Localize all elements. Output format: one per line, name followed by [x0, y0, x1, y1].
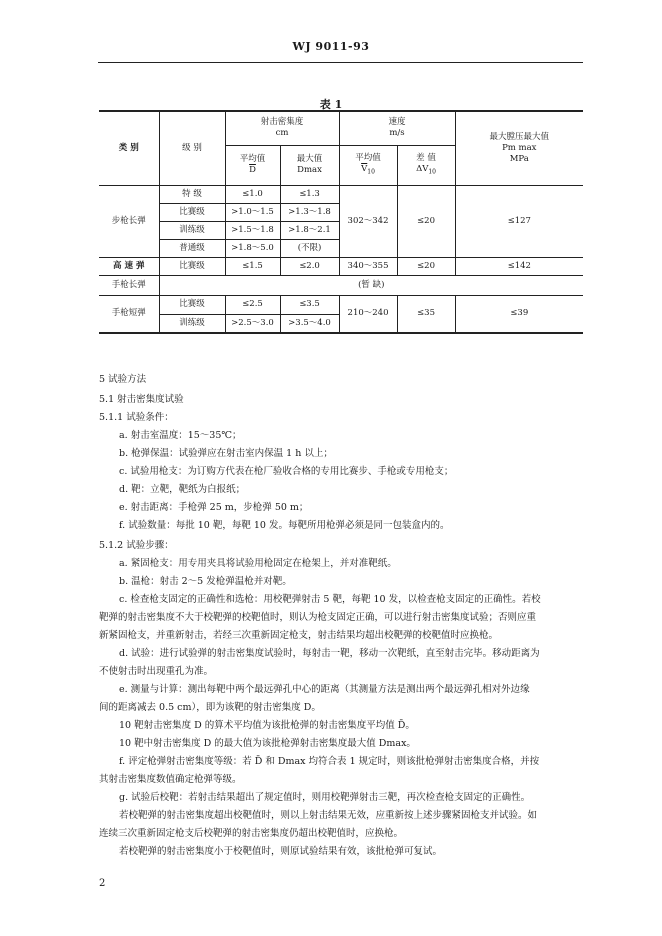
th-category: 类 别: [99, 111, 159, 185]
th-density-max: 最大值 Dmax: [280, 145, 339, 185]
density-max-cell: (不限): [280, 239, 339, 257]
grade-cell: 训练级: [159, 314, 225, 333]
pressure-cell: ≤127: [455, 185, 583, 257]
density-max-cell: >1.8～2.1: [280, 221, 339, 239]
page-number: 2: [99, 878, 106, 889]
list-item: f. 试验数量：每批 10 靶，每靶 10 发。每靶所用枪弹必须是同一包装盒内的。: [119, 520, 450, 531]
velocity-cell: 340～355: [339, 257, 397, 275]
density-max-cell: >1.3～1.8: [280, 203, 339, 221]
density-avg-cell: >1.8～5.0: [225, 239, 280, 257]
list-item: d. 试验：进行试验弹的射击密集度试验时，每射击一靶，移动一次靶纸，直至射击完毕。移动距离为: [119, 648, 540, 659]
density-avg-cell: >2.5～3.0: [225, 314, 280, 333]
grade-cell: 特 级: [159, 185, 225, 203]
paragraph-line: 新紧固枪支，并重新射击，若经三次重新固定枪支，射击结果均超出校靶弹的校靶值时应换枪。: [99, 630, 499, 641]
density-avg-cell: >1.5～1.8: [225, 221, 280, 239]
vel-diff-cell: ≤20: [397, 257, 455, 275]
paragraph-line: 10 靶中射击密集度 D 的最大值为该批枪弹射击密集度最大值 Dmax。: [119, 738, 416, 749]
cat-pistol-short: 手枪短弹: [99, 295, 159, 333]
spec-table: [99, 110, 583, 334]
paragraph-line: 连续三次重新固定枪支后校靶弹的射击密集度仍超出校靶值时，应换枪。: [99, 828, 404, 839]
th-grade: 级 别: [159, 111, 225, 185]
grade-cell: 比赛级: [159, 257, 225, 275]
list-item: f. 评定枪弹射击密集度等级：若 D̄ 和 Dmax 均符合表 1 规定时，则该批枪弹射击密集度合格，并按: [119, 756, 540, 767]
velocity-cell: 302～342: [339, 185, 397, 257]
th-vel-diff: 差 值 $\Delta V_{10}$: [397, 145, 455, 185]
paragraph-line: 若校靶弹的射击密集度超出校靶值时，则以上射击结果无效，应重新按上述步骤紧固枪支并试验。如: [119, 810, 538, 821]
cat-highspeed: 高 速 弹: [99, 257, 159, 275]
paragraph-line: 靶弹的射击密集度不大于校靶弹的校靶值时，则认为枪支固定正确，可以进行射击密集度试验；否则应重: [99, 612, 537, 623]
subsection-heading: 5.1 射击密集度试验: [99, 394, 184, 405]
grade-cell: 普通级: [159, 239, 225, 257]
paragraph-line: 若校靶弹的射击密集度小于校靶值时，则原试验结果有效，该批枪弹可复试。: [119, 846, 443, 857]
cat-pistol-long: 手枪长弹: [99, 275, 159, 295]
th-density-avg: 平均值 $\overline{D}$: [225, 145, 280, 185]
list-item: b. 枪弹保温：试验弹应在射击室内保温 1 h 以上；: [119, 448, 333, 459]
header-rule: [98, 62, 583, 63]
list-item: a. 紧固枪支：用专用夹具将试验用枪固定在枪架上，并对准靶纸。: [119, 558, 397, 569]
pending-note: (暂 缺): [159, 275, 583, 295]
th-velocity: 速度 m/s: [339, 111, 455, 145]
density-avg-cell: >1.0～1.5: [225, 203, 280, 221]
pressure-cell: ≤39: [455, 295, 583, 333]
list-item: c. 试验用枪支：为订购方代表在枪厂验收合格的专用比赛步、手枪或专用枪支；: [119, 466, 454, 477]
table-caption: 表 1: [319, 98, 343, 111]
grade-cell: 训练级: [159, 221, 225, 239]
velocity-cell: 210～240: [339, 295, 397, 333]
cat-rifle: 步枪长弹: [99, 185, 159, 257]
density-avg-cell: ≤2.5: [225, 295, 280, 314]
density-max-cell: ≤1.3: [280, 185, 339, 203]
density-avg-cell: ≤1.0: [225, 185, 280, 203]
list-item: e. 射击距离：手枪弹 25 m，步枪弹 50 m；: [119, 502, 309, 513]
subsection-heading: 5.1.2 试验步骤：: [99, 540, 174, 551]
section-heading: 5 试验方法: [99, 374, 147, 385]
paragraph-line: 10 靶射击密集度 D 的算术平均值为该批枪弹的射击密集度平均值 D̄。: [119, 720, 415, 731]
page-header-code: WJ 9011-93: [292, 40, 370, 53]
vel-diff-cell: ≤20: [397, 185, 455, 257]
list-item: d. 靶：立靶，靶纸为白报纸；: [119, 484, 246, 495]
density-max-cell: ≤2.0: [280, 257, 339, 275]
subsection-heading: 5.1.1 试验条件：: [99, 412, 174, 423]
paragraph-line: 不使射击时出现重孔为准。: [99, 666, 214, 677]
grade-cell: 比赛级: [159, 203, 225, 221]
vel-diff-cell: ≤35: [397, 295, 455, 333]
th-vel-avg: 平均值 $\overline{V}_{10}$: [339, 145, 397, 185]
list-item: g. 试验后校靶：若射击结果超出了规定值时，则用校靶弹射击三靶，再次检查枪支固定的正确性。: [119, 792, 531, 803]
paragraph-line: 间的距离减去 0.5 cm），即为该靶的射击密集度 D。: [99, 702, 321, 713]
list-item: c. 检查枪支固定的正确性和选枪：用校靶弹射击 5 靶，每靶 10 发，以检查枪支固定的正确性。若校: [119, 594, 541, 605]
paragraph-line: 其射击密集度数值确定枪弹等级。: [99, 774, 242, 785]
list-item: a. 射击室温度：15～35℃；: [119, 430, 242, 441]
pressure-cell: ≤142: [455, 257, 583, 275]
density-avg-cell: ≤1.5: [225, 257, 280, 275]
density-max-cell: >3.5～4.0: [280, 314, 339, 333]
grade-cell: 比赛级: [159, 295, 225, 314]
th-pressure: 最大膛压最大值 Pm max MPa: [455, 111, 583, 185]
density-max-cell: ≤3.5: [280, 295, 339, 314]
list-item: b. 温枪：射击 2～5 发枪弹温枪并对靶。: [119, 576, 292, 587]
list-item: e. 测量与计算：测出每靶中两个最远弹孔中心的距离（其测量方法是测出两个最远弹孔相对外边缘: [119, 684, 530, 695]
th-density: 射击密集度 cm: [225, 111, 339, 145]
